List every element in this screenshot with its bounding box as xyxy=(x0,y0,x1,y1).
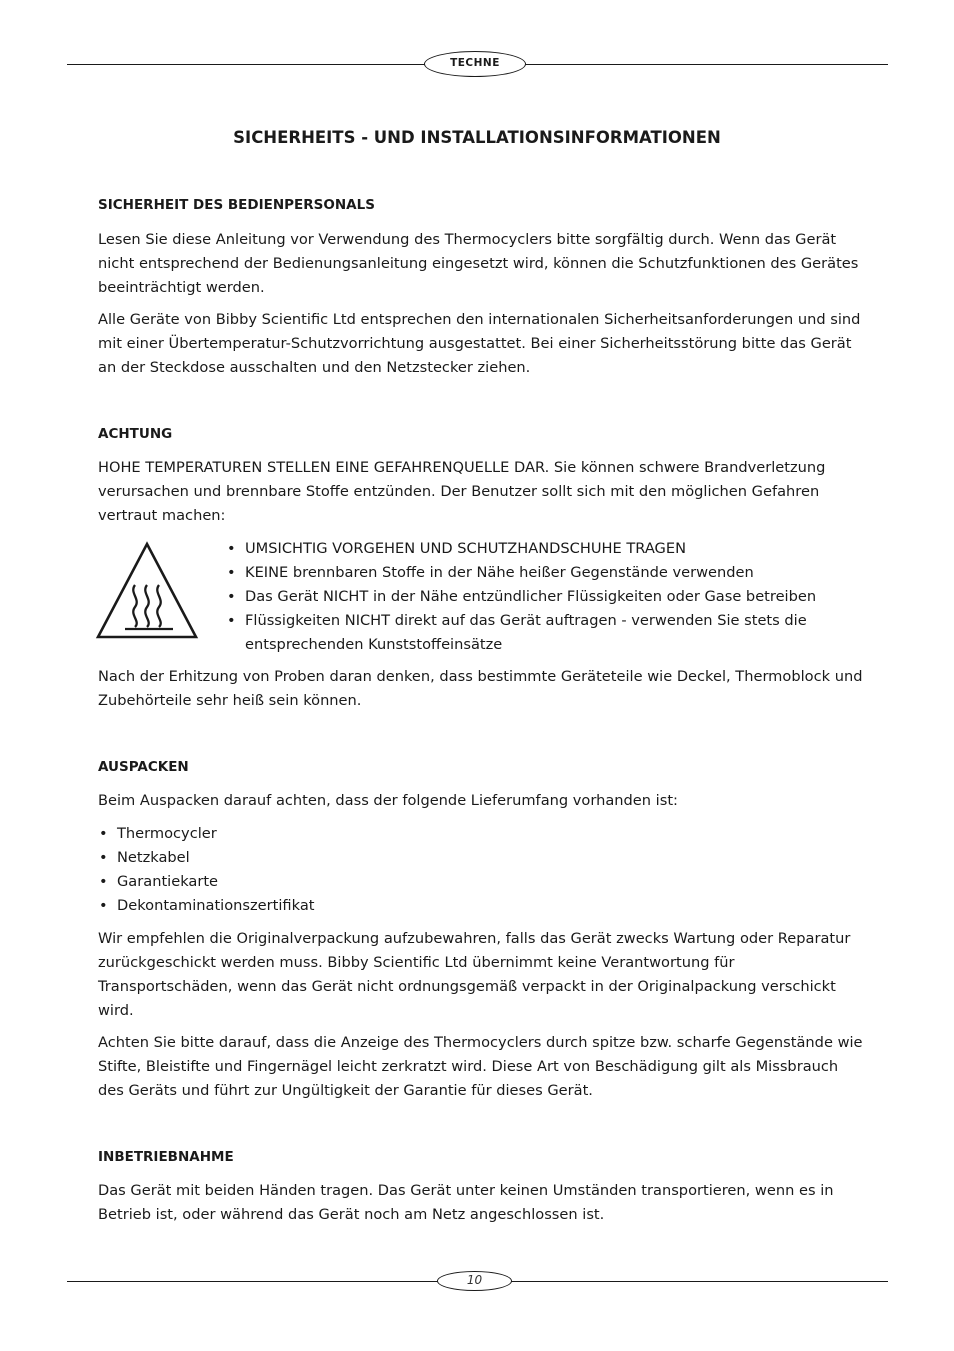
caution-bullet: • Flüssigkeiten NICHT direkt auf das Gerät auftragen - verwenden Sie stets die entsprechenden Kunststoffeinsätze xyxy=(226,609,826,657)
operator-safety-paragraph-1: Lesen Sie diese Anleitung vor Verwendung des Thermocyclers bitte sorgfältig durch. Wenn das Gerät nicht entsprechend der Bedienungsanleitung eingesetzt wird, können die Schutzfunktionen des Gerätes beeinträchtigt werden. xyxy=(98,231,859,296)
commissioning-paragraph: Das Gerät mit beiden Händen tragen. Das Gerät unter keinen Umständen transportieren, wenn es in Betrieb ist, oder während das Gerät noch am Netz angeschlossen ist. xyxy=(98,1182,834,1223)
caution-bullet: • UMSICHTIG VORGEHEN UND SCHUTZHANDSCHUHE TRAGEN xyxy=(226,537,826,561)
caution-outro: Nach der Erhitzung von Proben daran denken, dass bestimmte Geräteteile wie Deckel, Thermoblock und Zubehörteile sehr heiß sein können. xyxy=(98,668,863,709)
techne-logo xyxy=(424,51,526,77)
unpacking-paragraph-2: Achten Sie bitte darauf, dass die Anzeige des Thermocyclers durch spitze bzw. scharfe Gegenstände wie Stifte, Bleistifte und Fingernägel leicht zerkratzt wird. Diese Art von Beschädigung gilt als Missbrauch des Geräts und führt zur Ungültigkeit der Garantie für dieses Gerät. xyxy=(98,1034,863,1099)
delivery-item: • Garantiekarte xyxy=(98,870,498,894)
delivery-item: • Dekontaminationszertifikat xyxy=(98,894,498,918)
operator-safety-paragraph-2: Alle Geräte von Bibby Scientific Ltd entsprechen den internationalen Sicherheitsanforderungen und sind mit einer Übertemperatur-Schutzvorrichtung ausgestattet. Bei einer Sicherheitsstörung bitte das Gerät an der Steckdose ausschalten und den Netzstecker ziehen. xyxy=(98,311,861,376)
delivery-item: • Netzkabel xyxy=(98,846,498,870)
unpacking-intro: Beim Auspacken darauf achten, dass der folgende Lieferumfang vorhanden ist: xyxy=(98,792,678,809)
section-heading-commissioning: INBETRIEBNAHME xyxy=(98,1149,234,1165)
caution-bullet: • KEINE brennbaren Stoffe in der Nähe heißer Gegenstände verwenden xyxy=(226,561,826,585)
page-number: 10 xyxy=(466,1273,483,1287)
hot-surface-warning-icon xyxy=(95,541,199,641)
section-heading-operator-safety: SICHERHEIT DES BEDIENPERSONALS xyxy=(98,197,375,213)
page-number-badge xyxy=(437,1271,512,1291)
section-heading-caution: ACHTUNG xyxy=(98,426,173,442)
page-title: SICHERHEITS - UND INSTALLATIONSINFORMATIONEN xyxy=(233,128,721,147)
section-heading-unpacking: AUSPACKEN xyxy=(98,759,189,775)
unpacking-paragraph-1: Wir empfehlen die Originalverpackung aufzubewahren, falls das Gerät zwecks Wartung oder Reparatur zurückgeschickt werden muss. Bibby Scientific Ltd übernimmt keine Verantwortung für Transportschäden, wenn das Gerät nicht ordnungsgemäß verpackt in der Originalpackung verschickt wird. xyxy=(98,930,851,1019)
delivery-items-list xyxy=(98,822,498,918)
caution-intro: HOHE TEMPERATUREN STELLEN EINE GEFAHRENQUELLE DAR. Sie können schwere Brandverletzung verursachen und brennbare Stoffe entzünden. Der Benutzer sollt sich mit den möglichen Gefahren vertraut machen: xyxy=(98,459,826,524)
delivery-item: • Thermocycler xyxy=(98,822,498,846)
caution-bullet-list xyxy=(226,537,826,657)
logo-text: TECHNE xyxy=(450,57,500,69)
caution-bullet: • Das Gerät NICHT in der Nähe entzündlicher Flüssigkeiten oder Gase betreiben xyxy=(226,585,826,609)
